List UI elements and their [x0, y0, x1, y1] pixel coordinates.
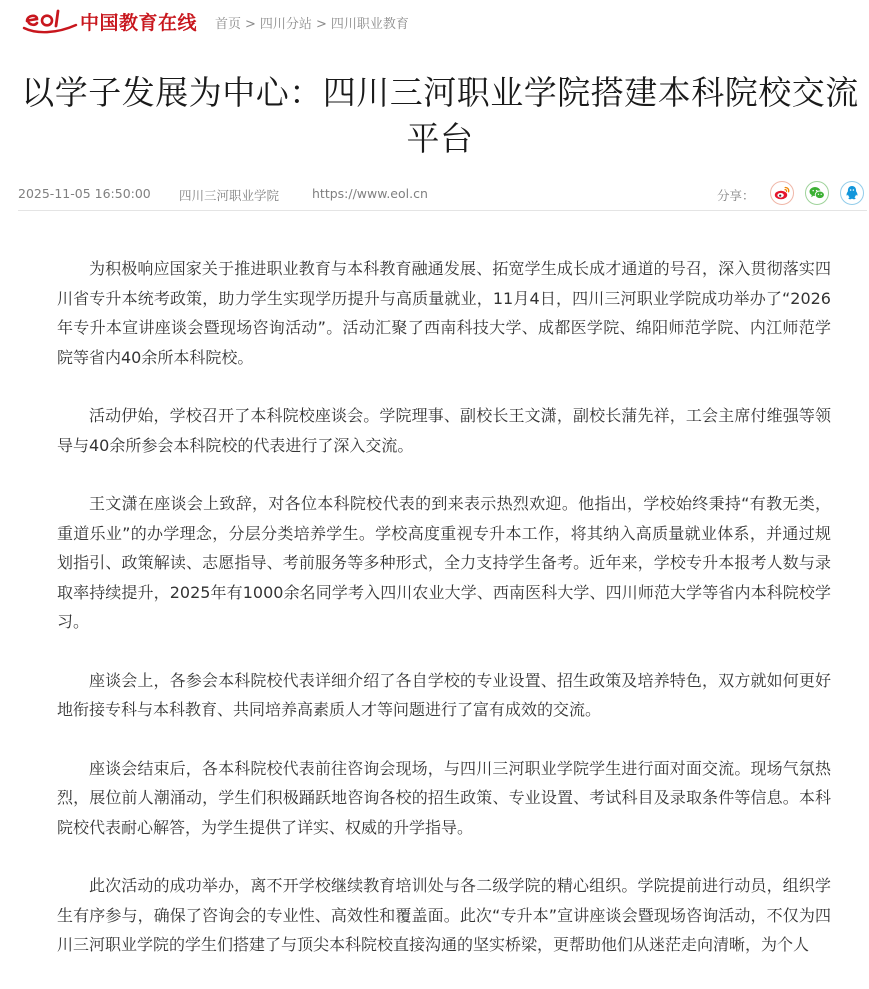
- article-paragraph: 活动伊始，学校召开了本科院校座谈会。学院理事、副校长王文潇，副校长蒲先祥，工会主席付维强等领导与40余所参会本科院校的代表进行了深入交流。: [57, 406, 831, 455]
- share-label: 分享：: [717, 188, 755, 203]
- share-qq-button[interactable]: [840, 181, 864, 205]
- breadcrumb-separator: >: [315, 17, 327, 32]
- breadcrumb: [215, 13, 409, 32]
- site-header: [0, 0, 869, 44]
- site-name: 中国教育在线: [80, 11, 198, 34]
- article-body: [57, 254, 831, 989]
- eol-logo-icon: [22, 7, 78, 35]
- breadcrumb-sichuan-vocational[interactable]: 四川职业教育: [330, 17, 409, 32]
- wechat-icon: [809, 186, 825, 200]
- share-weibo-button[interactable]: [770, 181, 794, 205]
- share-wechat-button[interactable]: [805, 181, 829, 205]
- source-url[interactable]: https://www.eol.cn: [312, 186, 428, 201]
- article-title: 以学子发展为中心：四川三河职业学院搭建本科院校交流平台: [21, 73, 859, 158]
- article-meta: [18, 180, 867, 211]
- article-paragraph: 此次活动的成功举办，离不开学校继续教育培训处与各二级学院的精心组织。学院提前进行动员，组织学生有序参与，确保了咨询会的专业性、高效性和覆盖面。此次“专升本”宣讲座谈会暨现场咨询活动，不仅为四川三河职业学院的学生们搭建了与顶尖本科院校直接沟通的坚实桥梁，更帮助他们从迷茫走向清晰，为个人: [57, 876, 831, 954]
- article-paragraph: 为积极响应国家关于推进职业教育与本科教育融通发展、拓宽学生成长成才通道的号召，深入贯彻落实四川省专升本统考政策，助力学生实现学历提升与高质量就业，11月4日，四川三河职业学院成功举办了“2026年专升本宣讲座谈会暨现场咨询活动”。活动汇聚了西南科技大学、成都医学院、绵阳师范学院、内江师范学院等省内40余所本科院校。: [57, 259, 831, 367]
- article-paragraph: 王文潇在座谈会上致辞，对各位本科院校代表的到来表示热烈欢迎。他指出，学校始终秉持“有教无类，重道乐业”的办学理念，分层分类培养学生。学校高度重视专升本工作，将其纳入高质量就业体系，并通过规划指引、政策解读、志愿指导、考前服务等多种形式，全力支持学生备考。近年来，学校专升本报考人数与录取率持续提升，2025年有1000余名同学考入四川农业大学、西南医科大学、四川师范大学等省内本科院校学习。: [57, 494, 831, 631]
- article-source: 四川三河职业学院: [179, 188, 280, 203]
- breadcrumb-separator: >: [245, 17, 256, 32]
- breadcrumb-home[interactable]: 首页: [215, 17, 242, 32]
- article-paragraph: 座谈会上，各参会本科院校代表详细介绍了各自学校的专业设置、招生政策及培养特色，双方就如何更好地衔接专科与本科教育、共同培养高素质人才等问题进行了富有成效的交流。: [57, 670, 831, 719]
- publish-date: 2025-11-05 16:50:00: [18, 186, 151, 201]
- article-paragraph: 座谈会结束后，各本科院校代表前往咨询会现场，与四川三河职业学院学生进行面对面交流。现场气氛热烈，展位前人潮涌动，学生们积极踊跃地咨询各校的招生政策、专业设置、考试科目及录取条件等信息。本科院校代表耐心解答，为学生提供了详实、权威的升学指导。: [57, 758, 831, 837]
- weibo-icon: [774, 186, 790, 200]
- site-logo[interactable]: [22, 7, 197, 35]
- breadcrumb-sichuan-branch[interactable]: 四川分站: [259, 17, 312, 32]
- qq-icon: [845, 185, 859, 201]
